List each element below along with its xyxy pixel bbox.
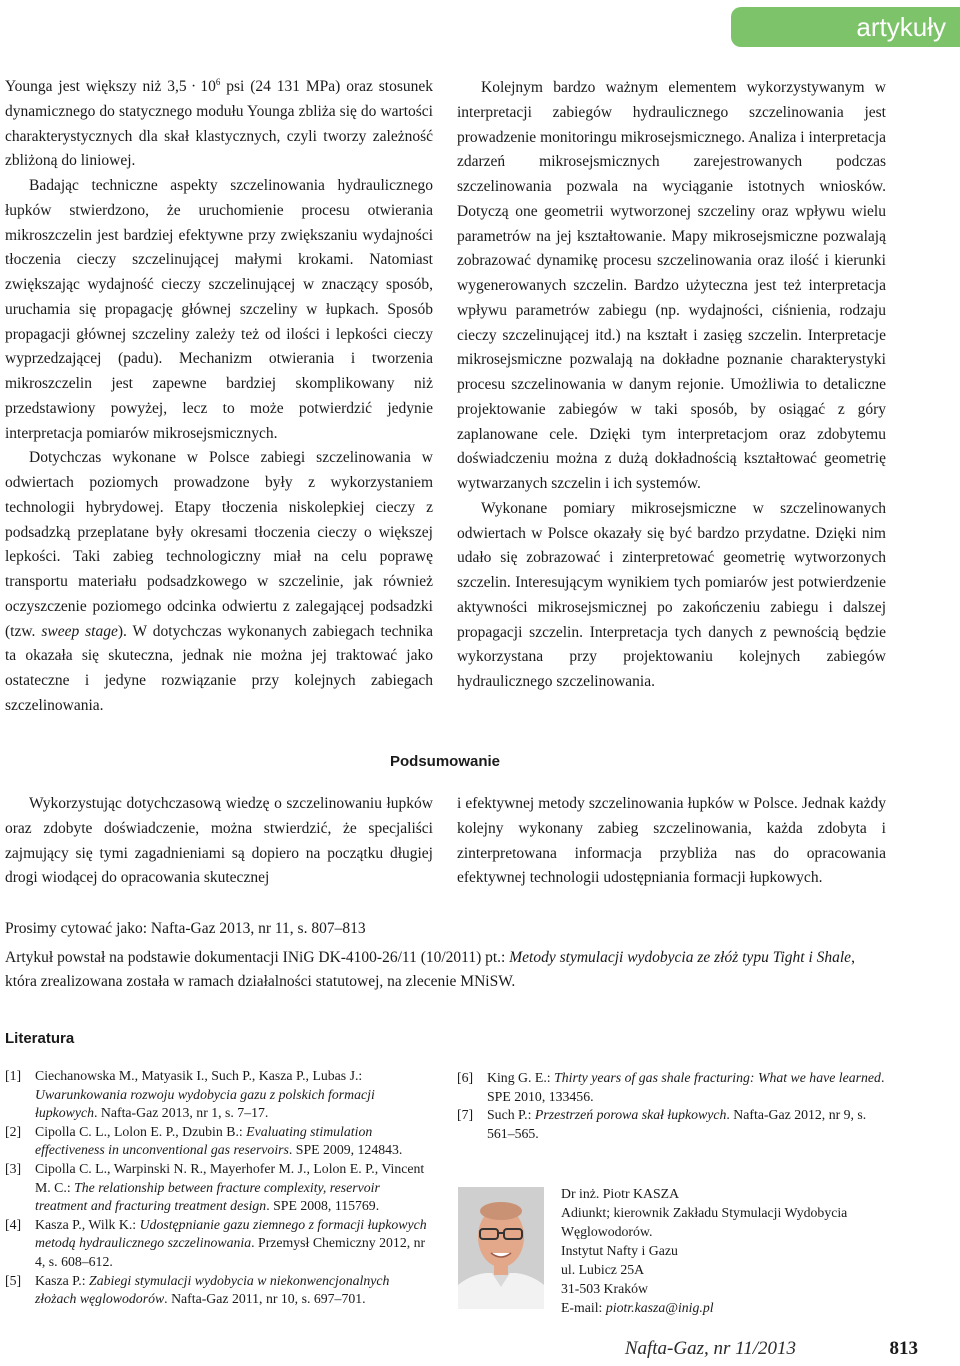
author-email-line: [561, 1298, 901, 1317]
reference-number: [2]: [5, 1123, 22, 1139]
author-street: ul. Lubicz 25A: [561, 1262, 645, 1277]
references-right: [457, 1069, 887, 1143]
reference-number: [7]: [457, 1107, 474, 1123]
reference-item: [457, 1106, 887, 1143]
reference-number: [4]: [5, 1216, 22, 1232]
reference-number: [3]: [5, 1160, 22, 1176]
footer-journal: Nafta-Gaz, nr 11/2013: [624, 1338, 796, 1359]
paragraph: Wykorzystując dotychczasową wiedzę o szczelinowaniu łupków oraz zdobyte doświadczenie, można stwierdzić, że specjaliści zajmujący się tymi zagadnieniami są dopiero na początku długiej drogi wiodącej do opracowania skutecznej: [5, 795, 433, 887]
reference-text: King G. E.: Thirty years of gas shale fracturing: What we have learned. SPE 2010, 133456.: [487, 1070, 885, 1104]
page-number: 813: [889, 1338, 918, 1359]
author-city: 31-503 Kraków: [561, 1281, 648, 1296]
article-note: Artykuł powstał na podstawie dokumentacji INiG DK-4100-26/11 (10/2011) pt.: Metody stymulacji wydobycia ze złóż typu Tight i Shale, która zrealizowana została w ramach działalności statutowej, na zlecenie MNiSW.: [5, 949, 855, 990]
reference-text: Such P.: Przestrzeń porowa skał łupkowych. Nafta-Gaz 2012, nr 9, s. 561–565.: [487, 1107, 867, 1141]
author-photo: [458, 1187, 544, 1309]
reference-item: [5, 1067, 433, 1123]
summary-right: [457, 792, 886, 891]
reference-item: [457, 1069, 887, 1106]
paragraph: Younga jest większy niż $3,5 \cdot 10^6$ psi (24 131 MPa) oraz stosunek dynamicznego do statycznego modułu Younga zbliża się do wartości charakterystycznych dla skał klastycznych, czyli tworzy zależność zbliżoną do liniowej.: [5, 77, 434, 170]
right-column: [457, 76, 886, 695]
summary-heading: Podsumowanie: [389, 753, 501, 770]
author-institution: Instytut Nafty i Gazu: [561, 1243, 678, 1258]
summary-left: [5, 792, 433, 891]
paragraph: Badając techniczne aspekty szczelinowania hydraulicznego łupków stwierdzono, że uruchomienie procesu otwierania mikroszczelin jest bardziej efektywne przy zwiększaniu wydajności tłoczenia cieczy szczelinującej małymi krokami. Natomiast zwiększając wydajność cieczy szczelinującej w znaczący sposób, uruchamia się propagację głównej szczeliny w łupkach. Sposób propagacji głównej szczeliny zależy też od ilości i lepkości cieczy wyprzedzającej (padu). Mechanizm otwierania i tworzenia mikroszczelin jest zapewne bardziej skomplikowany niż przedstawiony powyżej, lecz to może potwierdzić jedynie interpretacja pomiarów mikrosejsmicznych.: [5, 177, 433, 442]
author-position: Adiunkt; kierownik Zakładu Stymulacji Wydobycia Węglowodorów.: [561, 1205, 848, 1239]
paragraph: Wykonane pomiary mikrosejsmiczne w szczelinowanych odwiertach w Polsce okazały się być bardzo przydatne. Dzięki nim udało się zobrazować i zinterpretować geometrię wytworzonych szczelin. Interesującym wynikiem tych pomiarów jest potwierdzenie aktywności mikrosejsmicznej po zakończeniu zabiegu i dalszej propagacji szczelin. Interpretacja tych danych z pewnością będzie wykorzystana przy projektowaniu kolejnych zabiegów hydraulicznego szczelinowania.: [457, 499, 886, 690]
paragraph: Kolejnym bardzo ważnym elementem wykorzystywanym w interpretacji zabiegów hydraulicznego szczelinowania jest prowadzenie monitoringu mikrosejsmicznego. Analiza i interpretacja zdarzeń mikrosejsmicznych zarejestrowanych podczas szczelinowania pozwala na wyciąganie istotnych wniosków. Dotyczą one geometrii wytworzonej szczeliny oraz wpływu wielu parametrów na jej kształtowanie. Mapy mikrosejsmiczne pozwalają zobrazować dynamikę procesu szczelinowania oraz ilość i kierunki wygenerowanych szczelin. Bardzo użyteczna jest też interpretacja wpływu parametrów zabiegu (np. wydajności, ciśnienia, rodzaju cieczy szczelinującej itd.) na kształt i zasięg szczelin. Interpretacje mikrosejsmiczne pozwalają na dokładne poznanie charakterystyki procesu szczelinowania w danym rejonie. Umożliwia to detaliczne projektowanie zabiegów w taki sposób, by osiągać z góry zaplanowane cele. Dzięki tym interpretacjom oraz zdobytemu doświadczeniu można z dużą dokładnością kształtować geometrię wytwarzanych szczelin i ich systemów.: [457, 79, 886, 492]
left-column: [5, 70, 433, 719]
reference-text: Kasza P.: Zabiegi stymulacji wydobycia w niekonwencjonalnych złożach węglowodorów. Nafta-Gaz 2011, nr 10, s. 697–701.: [35, 1272, 390, 1307]
reference-text: Cipolla C. L., Lolon E. P., Dzubin B.: Evaluating stimulation effectiveness in unconventional gas reservoirs. SPE 2009, 124843.: [35, 1123, 403, 1158]
author-block: [561, 1184, 901, 1317]
reference-text: Ciechanowska M., Matyasik I., Such P., Kasza P., Lubas J.: Uwarunkowania rozwoju wydobycia gazu z polskich formacji łupkowych. Nafta-Gaz 2013, nr 1, s. 7–17.: [35, 1068, 375, 1121]
literature-heading: Literatura: [5, 1030, 75, 1047]
reference-number: [5]: [5, 1272, 22, 1288]
section-tag: artykuły: [731, 7, 960, 47]
reference-item: [5, 1160, 433, 1216]
reference-item: [5, 1123, 433, 1160]
citation-line: Prosimy cytować jako: Nafta-Gaz 2013, nr 11, s. 807–813: [5, 920, 366, 937]
paragraph: Dotychczas wykonane w Polsce zabiegi szczelinowania w odwiertach poziomych prowadzone były z wykorzystaniem technologii hybrydowej. Etapy tłoczenia niskolepkiej cieczy z podsadzką przeplatane były okresami tłoczenia cieczy o większej lepkości. Taki zabieg technologiczny miał na celu poprawę transportu materiału podsadzkowego w szczelinie, jak również oczyszczenie poziomego odcinka odwiertu z zalegającej podsadzki (tzw. sweep stage). W dotychczas wykonanych zabiegach technika ta okazała się skuteczna, jednak nie można jej traktować jako ostateczne i jedyne rozwiązanie przy kolejnych zabiegach szczelinowania.: [5, 449, 433, 714]
paragraph: i efektywnej metody szczelinowania łupków w Polsce. Jednak każdy kolejny wykonany zabieg szczelinowania, każda zdobyta i zinterpretowana informacja przybliża nas do opracowania efektywnej technologii udostępniania formacji łupkowych.: [457, 795, 886, 887]
email-label: E-mail:: [561, 1300, 603, 1315]
reference-item: [5, 1216, 433, 1272]
reference-text: Kasza P., Wilk K.: Udostępnianie gazu ziemnego z formacji łupkowych metodą hydraulicznego szczelinowania. Przemysł Chemiczny 2012, nr 4, s. 608–612.: [35, 1216, 427, 1269]
author-portrait-image: [458, 1187, 544, 1309]
reference-item: [5, 1272, 433, 1309]
author-name: Dr inż. Piotr KASZA: [561, 1186, 680, 1201]
reference-text: Cipolla C. L., Warpinski N. R., Mayerhofer M. J., Lolon E. P., Vincent M. C.: The relationship between fracture complexity, reservoir treatment and fracturing treatment design. SPE 2008, 115769.: [35, 1160, 425, 1214]
references-left: [5, 1067, 433, 1309]
author-email-link[interactable]: piotr.kasza@inig.pl: [605, 1300, 714, 1315]
reference-number: [6]: [457, 1070, 474, 1085]
reference-number: [1]: [5, 1068, 22, 1083]
